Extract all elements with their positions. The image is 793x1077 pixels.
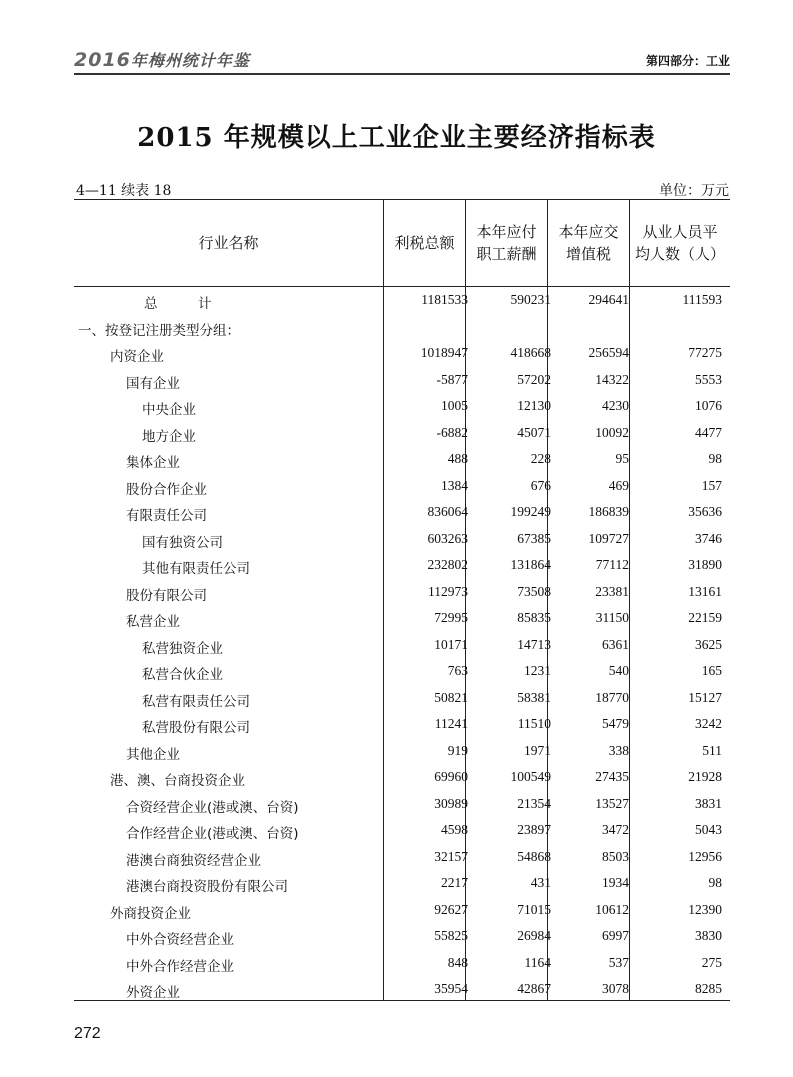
row-label: 总 计 [144,296,212,312]
row-value: 98 [708,875,722,890]
yearbook-title: 2016年梅州统计年鉴 [74,49,250,71]
table-row [74,897,730,924]
row-value: 21928 [688,769,722,784]
row-label: 私营企业 [126,614,180,630]
row-value: 603263 [427,530,468,546]
row-label: 私营独资企业 [142,640,223,657]
row-value: 109727 [588,530,629,546]
row-value: 45071 [517,424,551,440]
row-value: 418668 [510,345,551,360]
row-value: 31150 [595,610,629,625]
row-label: 内资企业 [110,349,164,365]
row-label: 港澳台商投资股份有限公司 [126,879,288,895]
row-value: 10612 [595,901,629,917]
row-value: 35954 [434,981,468,996]
row-value: 3625 [695,636,722,652]
row-value: 1018947 [420,345,468,360]
row-value: 3242 [695,716,722,731]
row-value: 836064 [427,504,468,519]
row-value: 5043 [695,822,722,837]
column-header-employees: 从业人员平 均人数（人） [634,223,725,263]
row-value: 256594 [588,345,629,360]
row-value: 431 [530,875,551,890]
row-value: 8285 [695,981,722,996]
table-row [74,764,730,791]
row-value: 1934 [602,875,629,890]
row-value: 919 [447,742,468,758]
table-row [74,287,730,314]
row-value: 58381 [517,689,551,705]
row-value: 275 [701,954,722,970]
row-value: 676 [530,477,551,493]
row-label: 地方企业 [142,428,196,445]
row-value: 232802 [427,557,468,572]
row-value: 488 [447,451,468,466]
row-value: 1231 [524,663,551,678]
row-value: 71015 [517,901,551,917]
row-label: 股份有限公司 [126,587,207,604]
column-header-profit-tax: 利税总额 [394,234,455,252]
row-value: 32157 [434,848,468,864]
row-value: 57202 [517,371,551,387]
row-value: 338 [608,742,629,758]
table-row [74,314,730,341]
row-value: 848 [447,954,468,970]
row-value: 95 [615,451,629,466]
row-value: 18770 [595,689,629,705]
table-row [74,817,730,844]
row-value: 22159 [688,610,722,625]
table-row [74,844,730,871]
row-value: 14713 [517,636,551,652]
row-value: 2217 [441,875,468,890]
row-label: 中外合资经营企业 [126,932,234,948]
row-value: 5553 [695,371,722,387]
row-value: 199249 [510,504,551,519]
table-row [74,738,730,765]
row-value: 165 [701,663,722,678]
table-row [74,552,730,579]
row-value: 186839 [588,504,629,519]
table-row [74,340,730,367]
row-value: 4230 [602,398,629,413]
row-value: 77112 [595,557,629,572]
row-value: 540 [608,663,629,678]
row-label: 国有独资公司 [142,534,223,551]
table-row [74,526,730,553]
row-value: 100549 [510,769,551,784]
row-value: 8503 [602,848,629,864]
row-value: 73508 [517,583,551,599]
table-row [74,473,730,500]
table-row [74,367,730,394]
table-row [74,870,730,897]
table-row [74,632,730,659]
row-value: 10171 [434,636,468,652]
row-label: 其他有限责任公司 [142,561,250,577]
column-header-vat: 本年应交 增值税 [558,223,619,263]
row-value: 23897 [517,822,551,837]
row-value: 23381 [595,583,629,599]
row-value: 50821 [434,689,468,705]
row-value: 42867 [517,981,551,996]
row-value: 1164 [524,954,551,970]
row-value: 13161 [688,583,722,599]
row-value: 1005 [441,398,468,413]
row-label: 其他企业 [126,746,180,763]
header-divider [74,73,730,75]
table-row [74,976,730,1003]
row-value: 1181533 [421,292,468,307]
row-value: 72995 [434,610,468,625]
table-row [74,685,730,712]
row-value: 3472 [602,822,629,837]
row-value: 6361 [602,636,629,652]
table-row [74,446,730,473]
row-value: 14322 [595,371,629,387]
row-value: 31890 [688,557,722,572]
row-value: 54868 [517,848,551,864]
row-value: 4477 [695,424,722,440]
row-value: 92627 [434,901,468,917]
row-value: 6997 [602,928,629,943]
row-value: 590231 [510,292,551,307]
row-value: 35636 [688,504,722,519]
row-value: 763 [447,663,468,678]
table-row [74,658,730,685]
row-label: 合资经营企业(港或澳、台资) [126,799,299,816]
row-value: 3831 [695,795,722,811]
row-label: 私营股份有限公司 [142,720,250,736]
row-value: 1076 [695,398,722,413]
row-value: 11510 [517,716,551,731]
row-value: 1384 [441,477,468,493]
row-value: 131864 [510,557,551,572]
row-label: 外商投资企业 [110,905,191,922]
row-value: 69960 [434,769,468,784]
row-label: 一、按登记注册类型分组： [78,322,240,339]
row-label: 有限责任公司 [126,508,207,524]
column-header-industry: 行业名称 [198,234,259,252]
row-value: 55825 [434,928,468,943]
row-label: 私营有限责任公司 [142,693,250,710]
row-label: 股份合作企业 [126,481,207,498]
table-row [74,579,730,606]
row-label: 港、澳、台商投资企业 [110,773,245,789]
row-value: 111593 [682,292,722,307]
row-value: 11241 [434,716,468,731]
table-row [74,420,730,447]
row-value: 77275 [688,345,722,360]
table-row [74,499,730,526]
row-value: 3078 [602,981,629,996]
row-label: 私营合伙企业 [142,667,223,683]
row-value: 15127 [688,689,722,705]
table-row [74,950,730,977]
row-label: 外资企业 [126,985,180,1001]
row-value: 294641 [588,292,629,307]
row-label: 中外合作经营企业 [126,958,234,975]
row-value: 26984 [517,928,551,943]
row-label: 中央企业 [142,402,196,418]
table-body [74,287,730,1003]
row-label: 合作经营企业(港或澳、台资) [126,826,299,842]
table-number: 4—11 续表 18 [76,183,172,199]
row-value: 511 [702,742,722,758]
row-value: 30989 [434,795,468,811]
row-value: 27435 [595,769,629,784]
row-value: -6882 [436,424,468,440]
row-value: 12956 [688,848,722,864]
table-row [74,923,730,950]
table-row [74,791,730,818]
row-label: 国有企业 [126,375,180,392]
row-label: 集体企业 [126,455,180,471]
row-value: 3830 [695,928,722,943]
row-value: 112973 [428,583,468,599]
row-value: 12130 [517,398,551,413]
row-value: -5877 [436,371,468,387]
table-row [74,393,730,420]
row-value: 85835 [517,610,551,625]
row-value: 12390 [688,901,722,917]
row-value: 67385 [517,530,551,546]
table-row [74,605,730,632]
row-label: 港澳台商独资经营企业 [126,852,261,869]
table-row [74,711,730,738]
row-value: 10092 [595,424,629,440]
row-value: 98 [708,451,722,466]
row-value: 5479 [602,716,629,731]
row-value: 469 [608,477,629,493]
section-label: 第四部分：工业 [645,54,730,68]
row-value: 21354 [517,795,551,811]
page-title: 2015 年规模以上工业企业主要经济指标表 [137,123,656,153]
row-value: 3746 [695,530,722,546]
row-value: 157 [701,477,722,493]
row-value: 1971 [524,742,551,758]
row-value: 228 [530,451,551,466]
row-value: 537 [608,954,629,970]
column-header-wages: 本年应付 职工薪酬 [476,223,537,263]
page-number: 272 [74,1025,101,1042]
unit-label: 单位：万元 [659,183,729,199]
row-value: 13527 [595,795,629,811]
row-value: 4598 [441,822,468,837]
running-header [74,46,730,70]
